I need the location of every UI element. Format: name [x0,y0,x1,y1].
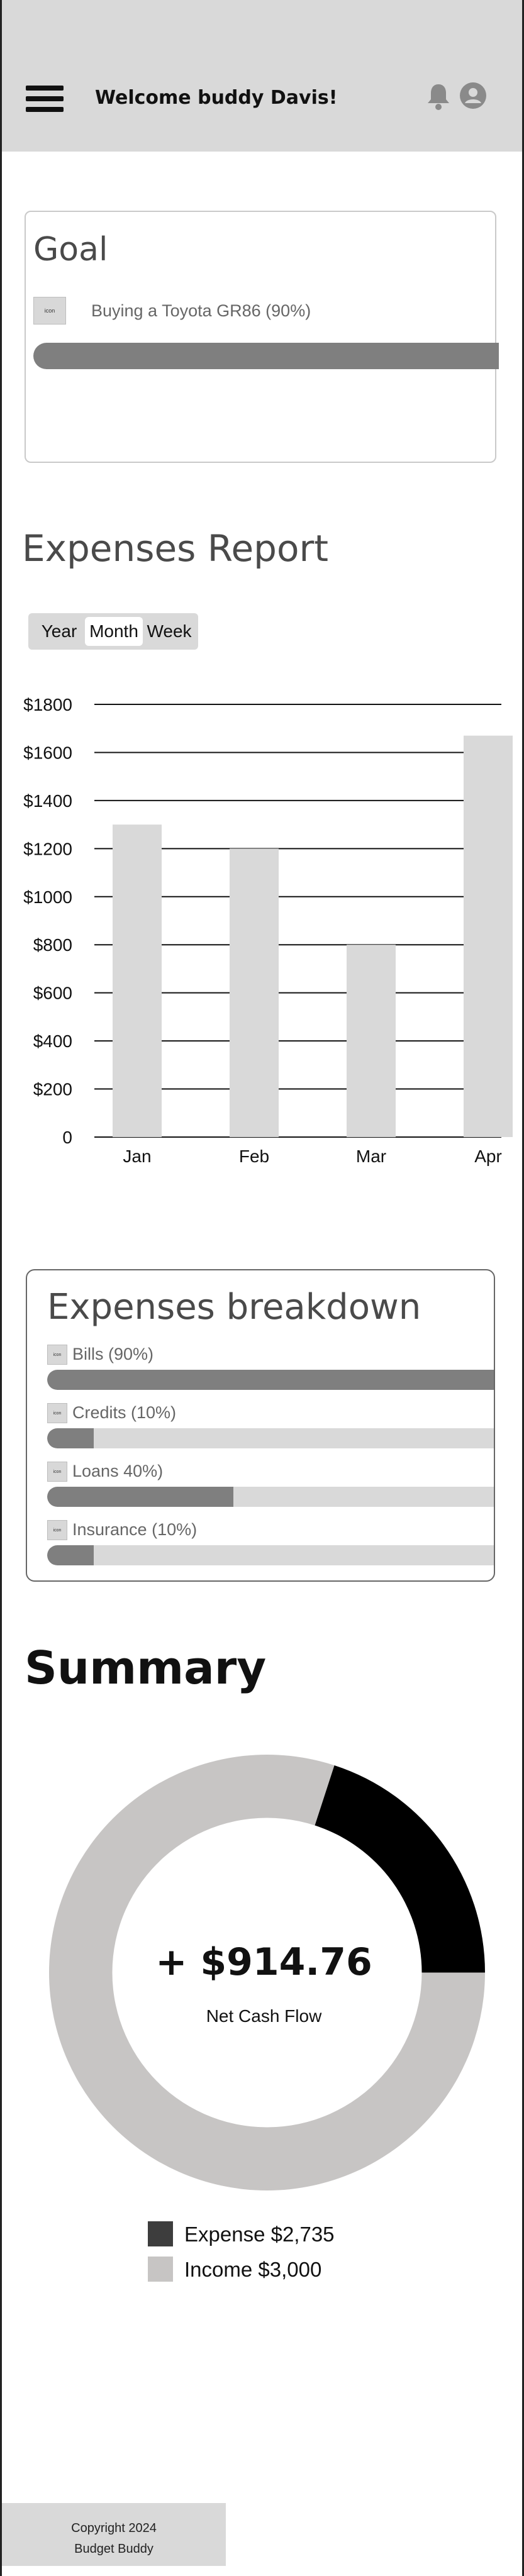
breakdown-label: Bills (90%) [72,1345,154,1363]
period-toggle [28,613,198,650]
breakdown-item-bills [47,1345,495,1395]
bar-jan [113,824,162,1137]
goal-progress-bar [33,343,499,369]
net-cash-flow-label: Net Cash Flow [206,2006,322,2026]
welcome-message: Welcome buddy Davis! [95,87,338,109]
menu-icon[interactable] [26,86,64,112]
legend-swatch-income [148,2257,173,2282]
legend-swatch-expense [148,2221,173,2246]
insurance-icon: icon [47,1520,67,1540]
legend-label-income: Income $3,000 [184,2258,322,2281]
y-tick-label: $200 [33,1079,72,1099]
breakdown-track [47,1428,495,1448]
tab-month[interactable]: Month [85,617,143,646]
footer-copyright: Copyright 2024 [71,2521,157,2535]
x-tick-label: Feb [238,1146,270,1166]
summary-title: Summary [25,1641,267,1694]
bar-feb [230,848,279,1137]
x-tick-label: Mar [355,1146,387,1166]
breakdown-title: Expenses breakdown [47,1287,421,1328]
loans-icon: icon [47,1462,67,1482]
breakdown-label: Loans 40%) [72,1462,164,1480]
header-bar [2,0,524,152]
breakdown-item-insurance [47,1520,495,1570]
breakdown-fill [47,1370,495,1390]
bell-icon[interactable] [426,82,451,111]
breakdown-track [47,1370,495,1390]
goal-card [25,211,496,463]
x-tick-label: Apr [474,1146,502,1166]
breakdown-label: Insurance (10%) [72,1520,198,1539]
y-tick-label: $1600 [23,743,72,763]
goal-title: Goal [33,231,108,269]
y-tick-label: $600 [33,983,72,1003]
breakdown-item-loans [47,1462,495,1512]
breakdown-fill [47,1487,233,1507]
breakdown-label: Credits (10%) [72,1403,177,1422]
bar-mar [347,945,396,1137]
footer-app-name: Budget Buddy [74,2542,153,2556]
bar-apr [464,736,513,1137]
y-tick-label: 0 [62,1128,72,1147]
breakdown-fill [47,1428,94,1448]
footer [2,2503,226,2566]
expenses-report-title: Expenses Report [22,527,329,570]
goal-label: Buying a Toyota GR86 (90%) [91,301,311,320]
tab-week[interactable]: Week [147,621,192,641]
y-tick-label: $1000 [23,887,72,907]
x-tick-label: Jan [123,1146,152,1166]
expenses-breakdown-card [26,1269,495,1582]
user-icon[interactable] [460,82,486,109]
credits-icon: icon [47,1403,67,1423]
y-tick-label: $400 [33,1031,72,1052]
net-cash-flow-amount: + $914.76 [155,1940,372,1984]
y-tick-label: $1400 [23,791,72,811]
bills-icon: icon [47,1345,67,1365]
y-tick-label: $800 [33,935,72,955]
breakdown-item-credits [47,1403,495,1453]
breakdown-track [47,1545,495,1565]
legend-label-expense: Expense $2,735 [184,2223,335,2246]
tab-year[interactable]: Year [41,621,77,641]
goal-icon: icon [33,297,66,325]
y-tick-label: $1800 [23,695,72,714]
y-tick-label: $1200 [23,839,72,859]
expenses-bar-chart [2,686,524,1176]
breakdown-fill [47,1545,94,1565]
breakdown-track [47,1487,495,1507]
